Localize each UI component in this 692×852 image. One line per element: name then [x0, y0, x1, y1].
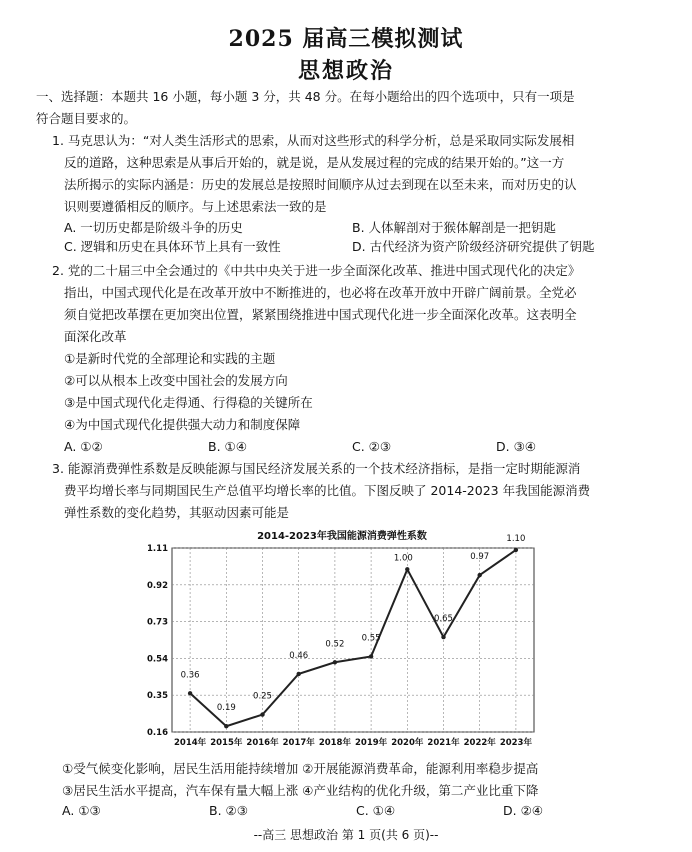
question-text-line: 反的道路，这种思索是从事后开始的，就是说，是从发展过程的完成的结果开始的。”这一方 — [64, 155, 565, 170]
y-tick-label: 0.92 — [147, 580, 168, 591]
question-text-line: 2. 党的二十届三中全会通过的《中共中央关于进一步全面深化改革、推进中国式现代化的决定》 — [52, 263, 581, 278]
option-a: A. ①③ — [62, 803, 101, 818]
x-tick-label: 2021年 — [427, 738, 460, 748]
data-label: 0.52 — [325, 639, 345, 650]
x-tick-label: 2018年 — [318, 738, 351, 748]
data-point — [224, 724, 228, 728]
question-text-line: 法所揭示的实际内涵是：历史的发展总是按照时间顺序从过去到现在以至未来，而对历史的认 — [64, 177, 577, 192]
y-tick-label: 1.11 — [147, 544, 168, 554]
statement-item: ②可以从根本上改变中国社会的发展方向 — [64, 373, 288, 388]
data-label: 0.97 — [470, 552, 490, 563]
data-point — [441, 635, 445, 639]
section-instructions — [36, 86, 656, 130]
option-d: D. 古代经济为资产阶级经济研究提供了钥匙 — [352, 239, 595, 254]
data-point — [297, 672, 301, 676]
question-2 — [52, 260, 640, 458]
option-a: A. 一切历史都是阶级斗争的历史 — [64, 220, 243, 235]
x-tick-label: 2016年 — [246, 738, 279, 748]
data-label: 0.46 — [289, 650, 309, 661]
option-c: C. 逻辑和历史在具体环节上具有一致性 — [64, 239, 281, 254]
chart-title: 2014-2023年我国能源消费弹性系数 — [257, 531, 427, 542]
exam-title: 2025 届高三模拟测试 — [228, 26, 464, 52]
x-tick-label: 2014年 — [174, 738, 207, 748]
question-1 — [52, 130, 640, 256]
question-text-line: 弹性系数的变化趋势，其驱动因素可能是 — [64, 505, 290, 520]
energy-elasticity-chart — [140, 526, 544, 754]
question-text-line: 费平均增长率与同期国民生产总值平均增长率的比值。下图反映了 2014-2023 年我国能源消费 — [64, 483, 591, 498]
option-c: C. ②③ — [352, 439, 392, 454]
options-row — [52, 218, 640, 237]
x-tick-label: 2023年 — [499, 738, 532, 748]
y-tick-label: 0.73 — [147, 617, 168, 628]
data-label: 0.65 — [434, 614, 453, 625]
y-tick-label: 0.16 — [147, 728, 168, 738]
data-point — [405, 567, 409, 571]
question-text-line: 须自觉把改革摆在更加突出位置，紧紧围绕推进中国式现代化进一步全面深化改革。这表明全 — [64, 307, 577, 322]
question-text-line: 面深化改革 — [64, 329, 127, 344]
question-text-line: 识则要遵循相反的顺序。与上述思索法一致的是 — [64, 199, 327, 214]
options-row — [52, 436, 640, 458]
question-text-line: 3. 能源消费弹性系数是反映能源与国民经济发展关系的一个技术经济指标，是指一定时期能源消 — [52, 461, 581, 476]
data-point — [369, 654, 373, 658]
instruction-line: 一、选择题：本题共 16 小题，每小题 3 分，共 48 分。在每小题给出的四个选项中，只有一项是 — [36, 89, 575, 104]
subject-title: 思想政治 — [297, 58, 394, 84]
data-label: 1.00 — [393, 553, 413, 564]
question-3-items — [62, 758, 652, 820]
statement-item: ④为中国式现代化提供强大动力和制度保障 — [64, 417, 301, 432]
option-c: C. ①④ — [356, 803, 396, 818]
data-label: 1.10 — [506, 533, 526, 544]
x-tick-label: 2017年 — [282, 738, 315, 748]
data-point — [333, 660, 337, 664]
data-label: 0.19 — [216, 703, 236, 714]
instruction-line: 符合题目要求的。 — [36, 111, 137, 126]
data-label: 0.55 — [361, 633, 381, 644]
data-point — [478, 573, 482, 577]
x-tick-label: 2019年 — [355, 738, 388, 748]
data-label: 0.36 — [180, 670, 200, 681]
x-tick-label: 2022年 — [463, 738, 496, 748]
y-tick-label: 0.35 — [147, 691, 168, 702]
statement-item: ③居民生活水平提高，汽车保有量大幅上涨 ④产业结构的优化升级，第二产业比重下降 — [62, 783, 539, 798]
statement-item: ①是新时代党的全部理论和实践的主题 — [64, 351, 276, 366]
option-d: D. ②④ — [503, 803, 543, 818]
data-point — [514, 548, 518, 552]
data-point — [188, 691, 192, 695]
data-label: 0.25 — [253, 691, 272, 702]
option-d: D. ③④ — [496, 439, 536, 454]
options-row — [52, 237, 640, 256]
series-line — [190, 550, 516, 726]
x-tick-label: 2015年 — [210, 738, 243, 748]
statement-item: ③是中国式现代化走得通、行得稳的关键所在 — [64, 395, 313, 410]
page-footer: --高三 思想政治 第 1 页(共 6 页)-- — [253, 828, 439, 842]
option-b: B. ①④ — [208, 439, 247, 454]
x-tick-label: 2020年 — [391, 738, 424, 748]
option-b: B. ②③ — [209, 803, 248, 818]
statement-item: ①受气候变化影响，居民生活用能持续增加 ②开展能源消费革命，能源利用率稳步提高 — [62, 761, 539, 776]
data-point — [260, 712, 264, 716]
option-b: B. 人体解剖对于猴体解剖是一把钥匙 — [352, 220, 557, 235]
options-row — [62, 802, 652, 820]
option-a: A. ①② — [64, 439, 103, 454]
y-tick-label: 0.54 — [147, 654, 168, 665]
question-text-line: 指出，中国式现代化是在改革开放中不断推进的，也必将在改革开放中开辟广阔前景。全党必 — [64, 285, 577, 300]
question-3 — [52, 458, 640, 524]
question-text-line: 1. 马克思认为：“对人类生活形式的思索，从而对这些形式的科学分析，总是采取同实际发展相 — [52, 133, 575, 148]
